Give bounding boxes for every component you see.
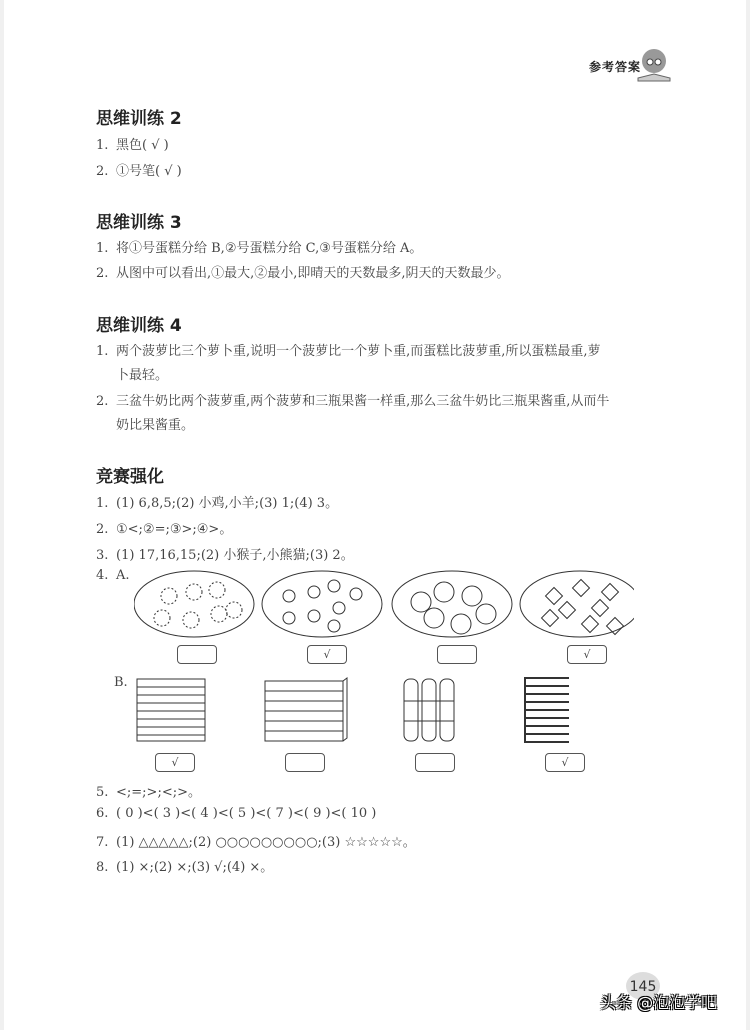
answer-box: √: [567, 645, 607, 664]
spiky-blob-icon: [154, 582, 242, 628]
reading-child-icon: [634, 48, 674, 82]
part-b-label: B.: [114, 675, 128, 690]
answer-box: √: [307, 645, 347, 664]
section-title: 竞赛强化: [96, 467, 164, 487]
answer-box: [285, 753, 325, 772]
answer-box: [415, 753, 455, 772]
answer-line: 4. A.: [96, 568, 130, 583]
answer-line: 3. (1) 17,16,15;(2) 小猴子,小熊猫;(3) 2。: [96, 548, 354, 563]
header-label: 参考答案: [589, 60, 642, 74]
document-page: [4, 0, 746, 1030]
page-number: 145: [626, 972, 660, 1000]
sun-icon: [283, 580, 362, 632]
part-b-figures: [129, 675, 569, 745]
answer-line: 8. (1) ×;(2) ×;(3) √;(4) ×。: [96, 860, 274, 875]
section-title: 思维训练 4: [96, 316, 182, 336]
answer-line: 2. ①号笔( √ ): [96, 164, 182, 179]
answer-line: 5. <;=;>;<;>。: [96, 785, 201, 800]
answer-line: 1. 黑色( √ ): [96, 138, 169, 153]
answer-line: 1. (1) 6,8,5;(2) 小鸡,小羊;(3) 1;(4) 3。: [96, 496, 339, 511]
answer-line: 2. 三盆牛奶比两个菠萝重,两个菠萝和三瓶果酱一样重,那么三盆牛奶比三瓶果酱重,从而牛: [96, 394, 610, 409]
answer-box: [437, 645, 477, 664]
section-title: 思维训练 3: [96, 213, 182, 233]
smiley-icon: [411, 582, 496, 634]
answer-line: 2. ①<;②=;③>;④>。: [96, 522, 233, 537]
answer-line: 1. 将①号蛋糕分给 B,②号蛋糕分给 C,③号蛋糕分给 A。: [96, 241, 423, 256]
answer-line: 1. 两个菠萝比三个萝卜重,说明一个菠萝比一个萝卜重,而蛋糕比菠萝重,所以蛋糕最重,萝: [96, 344, 601, 359]
answer-continuation: 卜最轻。: [116, 368, 169, 383]
watermark: 头条 @泡泡学吧: [600, 993, 718, 1012]
answer-line: 6. ( 0 )<( 3 )<( 4 )<( 5 )<( 7 )<( 9 )<( 10 ): [96, 806, 377, 821]
answer-box: [177, 645, 217, 664]
answer-box: √: [545, 753, 585, 772]
answer-continuation: 奶比果酱重。: [116, 418, 195, 433]
answer-line: 7. (1) △△△△△;(2) ○○○○○○○○○;(3) ☆☆☆☆☆。: [96, 835, 416, 850]
answer-line: 2. 从图中可以看出,①最大,②最小,即晴天的天数最多,阴天的天数最少。: [96, 266, 510, 281]
part-a-figures: [134, 568, 634, 640]
flower-square-icon: [542, 580, 624, 635]
answer-box: √: [155, 753, 195, 772]
section-title: 思维训练 2: [96, 109, 182, 129]
